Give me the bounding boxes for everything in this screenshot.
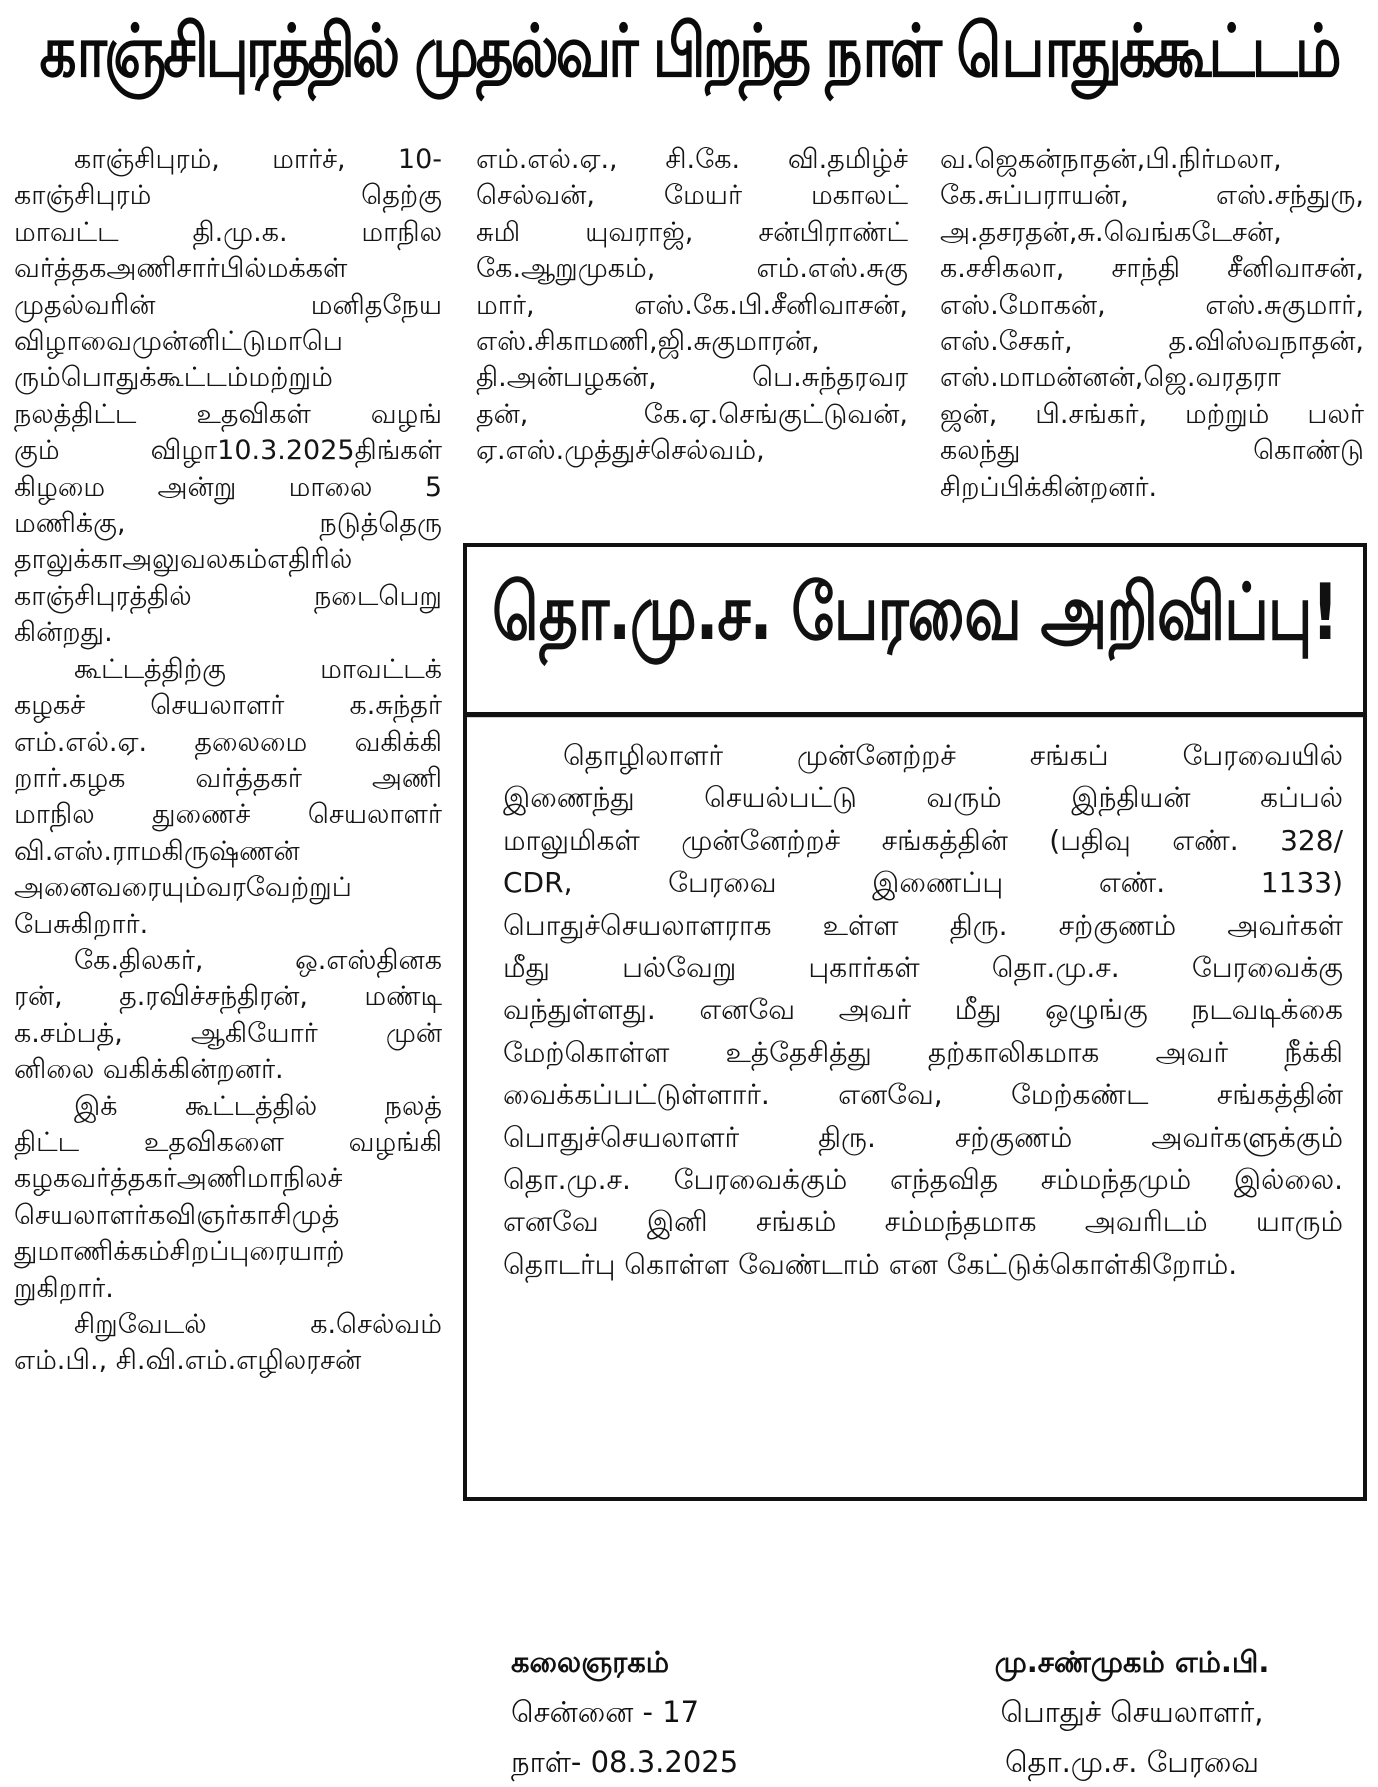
signatory-org: தொ.மு.ச. பேரவை xyxy=(1004,1745,1260,1779)
text-line: தாலுக்காஅலுவலகம்எதிரில் xyxy=(14,544,353,576)
text-line: றார்.கழக வர்த்தகர் அணி xyxy=(14,762,442,794)
text-line: துமாணிக்கம்சிறப்புரையாற் xyxy=(14,1236,345,1268)
text-line: நலத்திட்ட உதவிகள் வழங் xyxy=(14,398,442,430)
notice-date: நாள்- 08.3.2025 xyxy=(511,1745,739,1779)
text-line: க.சம்பத், ஆகியோர் முன் xyxy=(14,1017,442,1049)
notice-title: தொ.மு.ச. பேரவை அறிவிப்பு! xyxy=(467,525,1363,717)
text-line: தி.அன்பழகன், பெ.சுந்தரவர xyxy=(476,362,908,394)
notice-box xyxy=(463,543,1367,1779)
text-line: செயலாளர்கவிஞர்காசிமுத் xyxy=(14,1199,340,1231)
text-line: செல்வன், மேயர் மகாலட் xyxy=(476,180,908,212)
text-line: சிறப்பிக்கின்றனர். xyxy=(940,471,1158,503)
text-line: சிறுவேடல் க.செல்வம் xyxy=(74,1309,442,1340)
text-line: அ.தசரதன்,சு.வெங்கடேசன், xyxy=(940,216,1282,248)
text-line: வைக்கப்பட்டுள்ளார். எனவே, மேற்கண்ட சங்கத்தின் xyxy=(503,1078,1343,1112)
notice-signature xyxy=(937,1637,1327,1787)
text-line: CDR, பேரவை இணைப்பு எண். 1133) xyxy=(503,866,1343,900)
text-line: கும் விழா10.3.2025திங்கள் xyxy=(14,435,442,467)
text-line: காஞ்சிபுரம், மார்ச், 10- xyxy=(74,144,442,175)
article-column-1 xyxy=(14,142,442,1380)
text-line: ஏ.எஸ்.முத்துச்செல்வம், xyxy=(476,435,765,467)
text-line: ரும்பொதுக்கூட்டம்மற்றும் xyxy=(14,362,333,394)
notice-footer-left xyxy=(511,1637,738,1787)
text-line: மீது பல்வேறு புகார்கள் தொ.மு.ச. பேரவைக்கு xyxy=(503,951,1343,985)
text-line: தொடர்பு கொள்ள வேண்டாம் என கேட்டுக்கொள்கிறோம். xyxy=(503,1247,1238,1281)
text-line: எஸ்.மோகன், எஸ்.சுகுமார், xyxy=(940,289,1364,321)
text-line: தன், கே.ஏ.செங்குட்டுவன், xyxy=(476,398,908,430)
text-line: தொ.மு.ச. பேரவைக்கும் எந்தவித சம்மந்தமும் இல்லை. xyxy=(503,1163,1343,1197)
text-line: திட்ட உதவிகளை வழங்கி xyxy=(14,1126,442,1158)
text-line: கழகச் செயலாளர் க.சுந்தர் xyxy=(14,690,442,722)
text-line: மணிக்கு, நடுத்தெரு xyxy=(14,508,442,540)
text-line: கே.திலகர், ஒ.எஸ்தினக xyxy=(74,944,442,976)
text-line: எம்.எல்.ஏ., சி.கே. வி.தமிழ்ச் xyxy=(476,144,908,175)
text-line: இணைந்து செயல்பட்டு வரும் இந்தியன் கப்பல் xyxy=(503,781,1343,815)
text-line: வி.எஸ்.ராமகிருஷ்ணன் xyxy=(14,835,300,867)
text-line: பேசுகிறார். xyxy=(14,908,149,940)
text-line: எஸ்.சிகாமணி,ஜி.சுகுமாரன், xyxy=(476,326,820,358)
text-line: காஞ்சிபுரம் தெற்கு xyxy=(14,180,442,212)
text-line: அனைவரையும்வரவேற்றுப் xyxy=(14,872,352,904)
notice-city: சென்னை - 17 xyxy=(511,1695,700,1729)
text-line: இக் கூட்டத்தில் நலத் xyxy=(74,1090,442,1122)
text-line: கே.ஆறுமுகம், எம்.எஸ்.சுகு xyxy=(476,253,908,285)
text-line: மாநில துணைச் செயலாளர் xyxy=(14,799,442,831)
text-line: கூட்டத்திற்கு மாவட்டக் xyxy=(74,653,442,685)
text-line: மாவட்ட தி.மு.க. மாநில xyxy=(14,216,442,248)
signatory-role: பொதுச் செயலாளர், xyxy=(1000,1695,1264,1729)
text-line: எஸ்.மாமன்னன்,ஜெ.வரதரா xyxy=(940,362,1281,394)
text-line: வந்துள்ளது. எனவே அவர் மீது ஒழுங்கு நடவடிக்கை xyxy=(503,993,1343,1027)
text-line: எனவே இனி சங்கம் சம்மந்தமாக அவரிடம் யாரும் xyxy=(503,1205,1343,1239)
article-column-3 xyxy=(940,142,1364,506)
text-line: பொதுச்செயலாளர் திரு. சற்குணம் அவர்களுக்கும் xyxy=(503,1120,1343,1154)
text-line: முதல்வரின் மனிதநேய xyxy=(14,289,442,321)
notice-place: கலைஞரகம் xyxy=(511,1645,670,1679)
text-line: பொதுச்செயலாளராக உள்ள திரு. சற்குணம் அவர்கள் xyxy=(503,908,1343,942)
text-line: ஜன், பி.சங்கர், மற்றும் பலர் xyxy=(940,398,1364,430)
text-line: க.சசிகலா, சாந்தி சீனிவாசன், xyxy=(940,253,1364,285)
text-line: றுகிறார். xyxy=(14,1272,114,1304)
text-line: கின்றது. xyxy=(14,617,113,649)
notice-body xyxy=(503,735,1343,1286)
text-line: மார், எஸ்.கே.பி.சீனிவாசன், xyxy=(476,289,908,321)
text-line: கே.சுப்பராயன், எஸ்.சந்துரு, xyxy=(940,180,1364,212)
text-line: சுமி யுவராஜ், சன்பிராண்ட் xyxy=(476,216,908,248)
text-line: ரன், த.ரவிச்சந்திரன், மண்டி xyxy=(14,981,442,1013)
text-line: எஸ்.சேகர், த.விஸ்வநாதன், xyxy=(940,326,1364,358)
text-line: மாலுமிகள் முன்னேற்றச் சங்கத்தின் (பதிவு எண். 328/ xyxy=(503,823,1343,857)
text-line: கழகவர்த்தகர்அணிமாநிலச் xyxy=(14,1163,343,1195)
text-line: கலந்து கொண்டு xyxy=(940,435,1364,467)
text-line: மேற்கொள்ள உத்தேசித்து தற்காலிகமாக அவர் நீக்கி xyxy=(503,1035,1343,1069)
text-line: வ.ஜெகன்நாதன்,பி.நிர்மலா, xyxy=(940,144,1282,175)
text-line: தொழிலாளர் முன்னேற்றச் சங்கப் பேரவையில் xyxy=(563,739,1343,772)
text-line: எம்.பி., சி.வி.எம்.எழிலரசன் xyxy=(14,1345,362,1377)
text-line: விழாவைமுன்னிட்டுமாபெ xyxy=(14,326,343,358)
text-line: கிழமை அன்று மாலை 5 xyxy=(14,471,442,503)
text-line: காஞ்சிபுரத்தில் நடைபெறு xyxy=(14,580,442,612)
article-column-2 xyxy=(476,142,908,470)
headline: காஞ்சிபுரத்தில் முதல்வர் பிறந்த நாள் பொதுக்கூட்டம் xyxy=(39,8,1339,94)
signatory-name: மு.சண்முகம் எம்.பி. xyxy=(994,1645,1270,1679)
text-line: வர்த்தகஅணிசார்பில்மக்கள் xyxy=(14,253,348,285)
text-line: னிலை வகிக்கின்றனர். xyxy=(14,1054,284,1086)
text-line: எம்.எல்.ஏ. தலைமை வகிக்கி xyxy=(14,726,442,758)
